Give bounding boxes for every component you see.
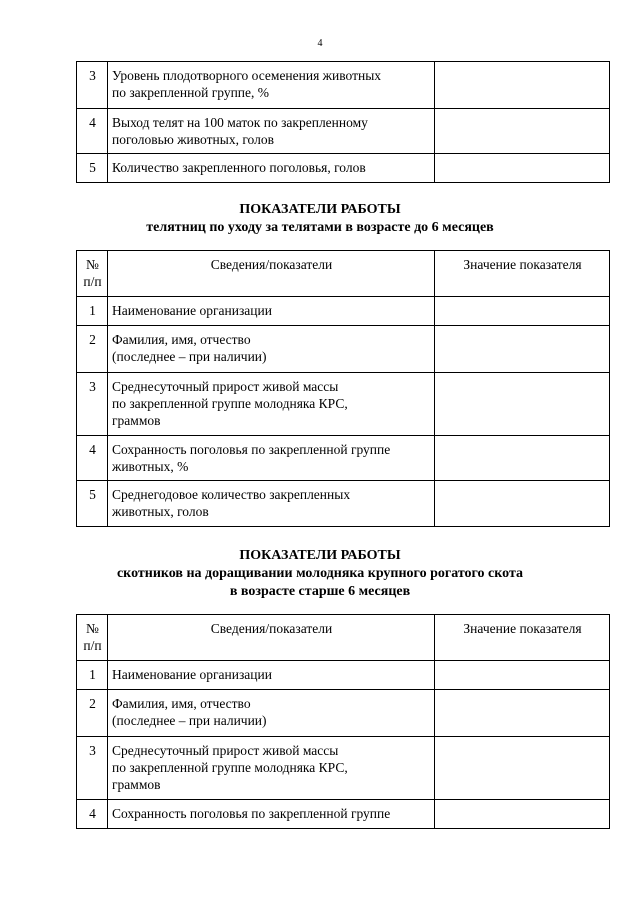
indicator-name: Фамилия, имя, отчество (последнее – при наличии) (108, 326, 435, 373)
row-number: 3 (77, 737, 108, 800)
indicator-value-cell[interactable] (435, 326, 610, 373)
table-row (77, 109, 610, 154)
section-heading: ПОКАЗАТЕЛИ РАБОТЫ (239, 202, 401, 217)
table-row (77, 297, 610, 326)
row-number: 5 (77, 154, 108, 183)
indicator-value-cell[interactable] (435, 737, 610, 800)
section-title-cattle (0, 547, 640, 601)
column-header-value: Значение показателя (435, 251, 610, 297)
section-subtitle: скотников на доращивании молодняка крупного рогатого скота (116, 566, 524, 581)
row-number: 1 (77, 297, 108, 326)
row-number: 2 (77, 690, 108, 737)
column-header-value: Значение показателя (435, 615, 610, 661)
column-header-number: № п/п (77, 615, 108, 661)
table-row (77, 737, 610, 800)
row-number: 4 (77, 800, 108, 829)
table-row (77, 661, 610, 690)
indicator-name: Фамилия, имя, отчество (последнее – при наличии) (108, 690, 435, 737)
indicator-name: Наименование организации (108, 661, 435, 690)
calves-indicators-table (76, 250, 610, 527)
table-row (77, 373, 610, 436)
row-number: 2 (77, 326, 108, 373)
row-number: 1 (77, 661, 108, 690)
table-row (77, 436, 610, 481)
table-row (77, 690, 610, 737)
indicator-value-cell[interactable] (435, 481, 610, 527)
indicator-value-cell[interactable] (435, 373, 610, 436)
page-number: 4 (317, 38, 323, 49)
row-number: 4 (77, 109, 108, 154)
indicator-value-cell[interactable] (435, 297, 610, 326)
indicator-name: Среднесуточный прирост живой массы по закрепленной группе молодняка КРС, граммов (108, 373, 435, 436)
indicator-name: Количество закрепленного поголовья, голов (108, 154, 435, 183)
table-row (77, 62, 610, 109)
table-row (77, 326, 610, 373)
column-header-info: Сведения/показатели (108, 615, 435, 661)
indicator-name: Сохранность поголовья по закрепленной группе животных, % (108, 436, 435, 481)
indicator-value-cell[interactable] (435, 436, 610, 481)
section-title-calves (0, 201, 640, 237)
table-row (77, 154, 610, 183)
indicator-value-cell[interactable] (435, 800, 610, 829)
section-heading: ПОКАЗАТЕЛИ РАБОТЫ (239, 548, 401, 563)
top-indicators-table (76, 61, 610, 183)
indicator-value-cell[interactable] (435, 109, 610, 154)
indicator-name: Сохранность поголовья по закрепленной группе (108, 800, 435, 829)
section-subtitle: в возрасте старше 6 месяцев (229, 584, 411, 599)
cattle-indicators-table (76, 614, 610, 829)
section-subtitle: телятниц по уходу за телятами в возрасте до 6 месяцев (146, 220, 494, 235)
indicator-name: Наименование организации (108, 297, 435, 326)
row-number: 3 (77, 373, 108, 436)
indicator-name: Среднегодовое количество закрепленных животных, голов (108, 481, 435, 527)
table-row (77, 800, 610, 829)
row-number: 3 (77, 62, 108, 109)
table-header-row (77, 615, 610, 661)
table-header-row (77, 251, 610, 297)
column-header-info: Сведения/показатели (108, 251, 435, 297)
row-number: 4 (77, 436, 108, 481)
indicator-value-cell[interactable] (435, 154, 610, 183)
column-header-number: № п/п (77, 251, 108, 297)
indicator-value-cell[interactable] (435, 62, 610, 109)
table-row (77, 481, 610, 527)
indicator-name: Выход телят на 100 маток по закрепленному поголовью животных, голов (108, 109, 435, 154)
indicator-value-cell[interactable] (435, 661, 610, 690)
indicator-value-cell[interactable] (435, 690, 610, 737)
indicator-name: Среднесуточный прирост живой массы по закрепленной группе молодняка КРС, граммов (108, 737, 435, 800)
indicator-name: Уровень плодотворного осеменения животных по закрепленной группе, % (108, 62, 435, 109)
row-number: 5 (77, 481, 108, 527)
